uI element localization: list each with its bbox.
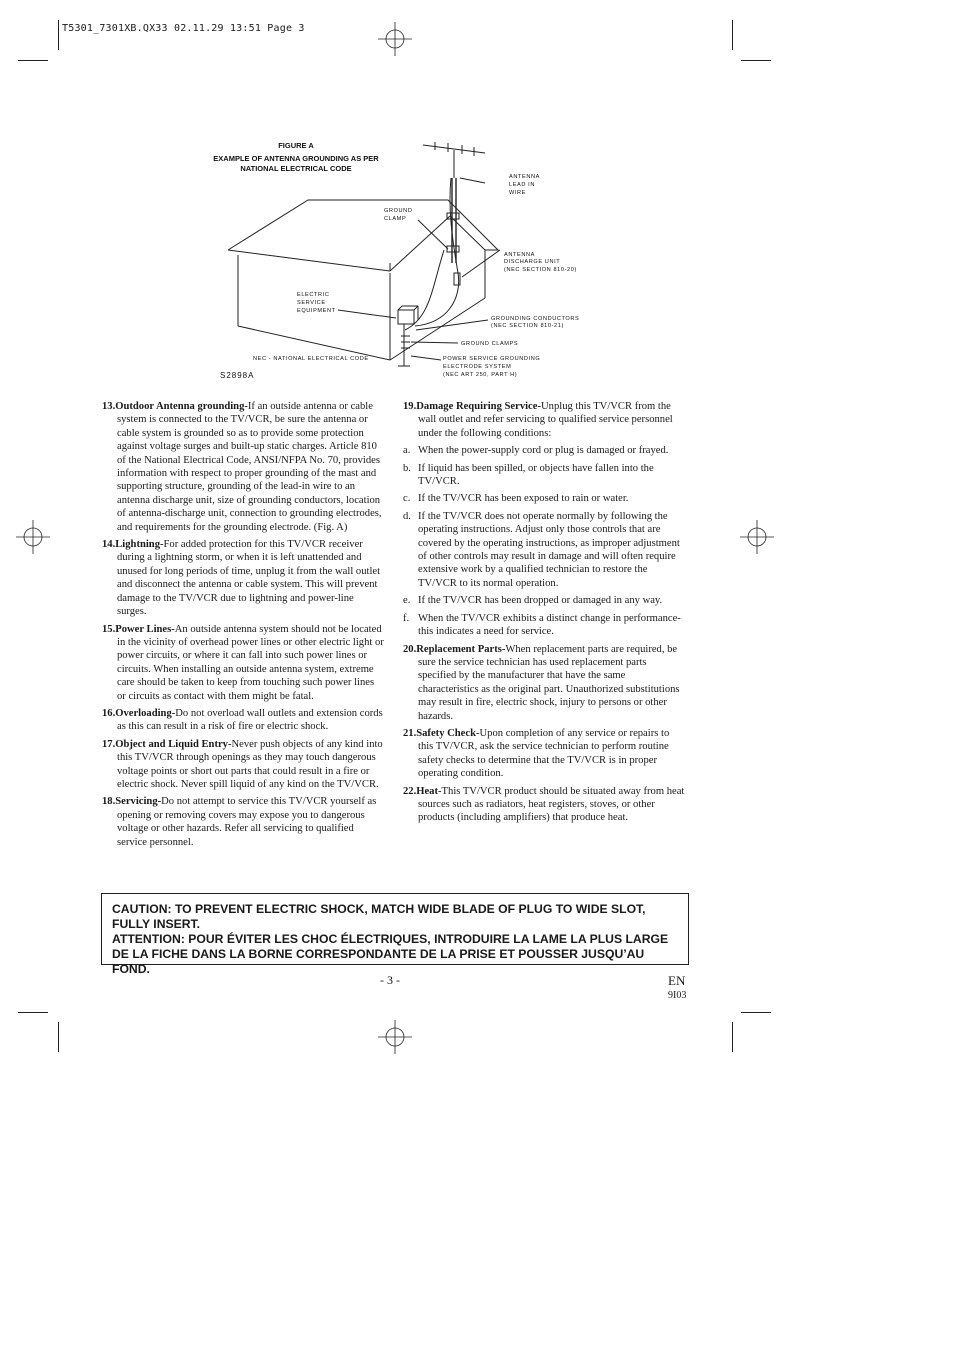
label-ground-clamp-1: GROUND: [384, 208, 413, 214]
item-21: 21.Safety Check-Upon completion of any service or repairs to this TV/VCR, ask the service technician to perform routine safety checks to determine that the TV/VCR is in proper operating condition.: [403, 727, 670, 780]
item-17: 17.Object and Liquid Entry-Never push objects of any kind into this TV/VCR through openings as they may touch dangerous voltage points or short out parts that could result in a fire or electric shock. Never spill liquid of any kind on the TV/VCR.: [102, 738, 383, 790]
figure-subtitle-1: EXAMPLE OF ANTENNA GROUNDING AS PER: [213, 154, 379, 163]
label-discharge-1: ANTENNA: [504, 252, 535, 258]
label-nec-note: NEC - NATIONAL ELECTRICAL CODE: [253, 356, 369, 362]
label-grounding-conductors-2: (NEC SECTION 810-21): [491, 323, 564, 329]
page-number: - 3 -: [380, 973, 400, 987]
caution-english: CAUTION: TO PREVENT ELECTRIC SHOCK, MATCH WIDE BLADE OF PLUG TO WIDE SLOT, FULLY INSERT.: [112, 902, 646, 931]
registration-mark-left-icon: [16, 520, 50, 554]
label-electric-3: EQUIPMENT: [297, 308, 336, 314]
item-19a: a. When the power-supply cord or plug is damaged or frayed.: [403, 445, 669, 457]
item-19e: e. If the TV/VCR has been dropped or damaged in any way.: [403, 595, 663, 607]
print-slug: T5301_7301XB.QX33 02.11.29 13:51 Page 3: [62, 23, 305, 34]
item-22: 22.Heat-This TV/VCR product should be situated away from heat sources such as radiators, heat registers, stoves, or other products (including amplifiers) that produce heat.: [403, 785, 685, 824]
crop-mark-br-h: [741, 1012, 771, 1013]
label-power-service-1: POWER SERVICE GROUNDING: [443, 356, 541, 362]
label-power-service-3: (NEC ART 250, PART H): [443, 372, 518, 378]
label-electric-2: SERVICE: [297, 300, 326, 306]
crop-mark-tr-v: [732, 20, 733, 50]
crop-mark-tl-v: [58, 20, 59, 50]
caution-french: ATTENTION: POUR ÉVITER LES CHOC ÉLECTRIQUES, INTRODUIRE LA LAME LA PLUS LARGE DE LA FICHE DANS LA BORNE CORRESPONDANTE DE LA PRISE ET POUSSER JUSQU’AU FOND.: [112, 932, 669, 976]
label-discharge-2: DISCHARGE UNIT: [504, 259, 561, 265]
language-code: EN: [668, 973, 686, 988]
item-19: 19.Damage Requiring Service-Unplug this TV/VCR from the wall outlet and refer servicing to qualified service personnel under the following conditions:: [403, 401, 673, 439]
figure-title: FIGURE A: [278, 141, 314, 150]
antenna-grounding-figure: [200, 138, 600, 383]
item-14: 14.Lightning-For added protection for this TV/VCR receiver during a lightning storm, or when it is left unattended and unused for long periods of time, unplug it from the wall outlet and disconnect the antenna or cable system. This will prevent damage to the TV/VCR due to lightning and power-line surges.: [102, 539, 381, 618]
item-19b: b. If liquid has been spilled, or objects have fallen into the TV/VCR.: [403, 462, 654, 488]
item-18: 18.Servicing-Do not attempt to service this TV/VCR yourself as opening or removing covers may expose you to dangerous voltage or other hazards. Refer all servicing to qualified service personnel.: [102, 796, 377, 848]
label-antenna-lead-2: LEAD IN: [509, 182, 535, 188]
registration-mark-top-icon: [378, 22, 412, 56]
registration-mark-right-icon: [740, 520, 774, 554]
crop-mark-bl-v: [58, 1022, 59, 1052]
print-code: 9I03: [668, 990, 687, 1001]
figure-subtitle-2: NATIONAL ELECTRICAL CODE: [240, 164, 352, 173]
item-13: 13.Outdoor Antenna grounding-If an outside antenna or cable system is connected to the TV/VCR, be sure the antenna or cable system is grounded so as to provide some protection against voltage surges and built-up static charges. Article 810 of the National Electrical Code, ANSI/NFPA No. 70, provides information with respect to proper grounding of the mast and supporting structure, grounding of the lead-in wire to an antenna discharge unit, size of grounding conductors, location of antenna-discharge unit, connection to grounding electrodes, and requirements for the grounding electrode. (Fig. A): [102, 401, 382, 533]
item-16: 16.Overloading-Do not overload wall outlets and extension cords as this can result in a risk of fire or electric shock.: [102, 707, 383, 733]
registration-mark-bottom-icon: [378, 1020, 412, 1054]
item-20: 20.Replacement Parts-When replacement parts are required, be sure the service technician has used replacement parts specified by the manufacturer that have the same characteristics as the original part. Unauthorized substitutions may result in fire, electric shock, injury to persons or other hazards.: [403, 643, 680, 722]
item-19f: f. When the TV/VCR exhibits a distinct change in performance-this indicates a need for service.: [403, 612, 681, 638]
crop-mark-tl-h: [18, 60, 48, 61]
left-column: [102, 400, 385, 853]
label-ground-clamp-2: CLAMP: [384, 216, 407, 222]
label-discharge-3: (NEC SECTION 810-20): [504, 267, 577, 273]
crop-mark-tr-h: [741, 60, 771, 61]
item-19c: c. If the TV/VCR has been exposed to rain or water.: [403, 493, 629, 505]
crop-mark-bl-h: [18, 1012, 48, 1013]
label-antenna-lead-3: WIRE: [509, 190, 527, 196]
label-electric-1: ELECTRIC: [297, 292, 330, 298]
label-ground-clamps: GROUND CLAMPS: [461, 341, 519, 347]
caution-box: [101, 893, 689, 976]
right-column: [403, 400, 687, 829]
crop-mark-br-v: [732, 1022, 733, 1052]
item-19d: d. If the TV/VCR does not operate normally by following the operating instructions. Adjust only those controls that are covered by the operating instructions, as improper adjustment of other controls may result in damage and will often require extensive work by a qualified technician to restore the TV/VCR to its normal operation.: [403, 510, 680, 589]
figure-code: S2898A: [220, 371, 255, 380]
label-power-service-2: ELECTRODE SYSTEM: [443, 364, 512, 370]
label-antenna-lead-1: ANTENNA: [509, 174, 540, 180]
label-grounding-conductors-1: GROUNDING CONDUCTORS: [491, 316, 580, 322]
house-roof: [228, 200, 498, 250]
item-15: 15.Power Lines-An outside antenna system should not be located in the vicinity of overhead power lines or other electric light or power circuits, or where it can fall into such power lines or circuits. When installing an outside antenna system, extreme care should be taken to keep from touching such power lines or circuits as contact with them might be fatal.: [102, 623, 384, 702]
